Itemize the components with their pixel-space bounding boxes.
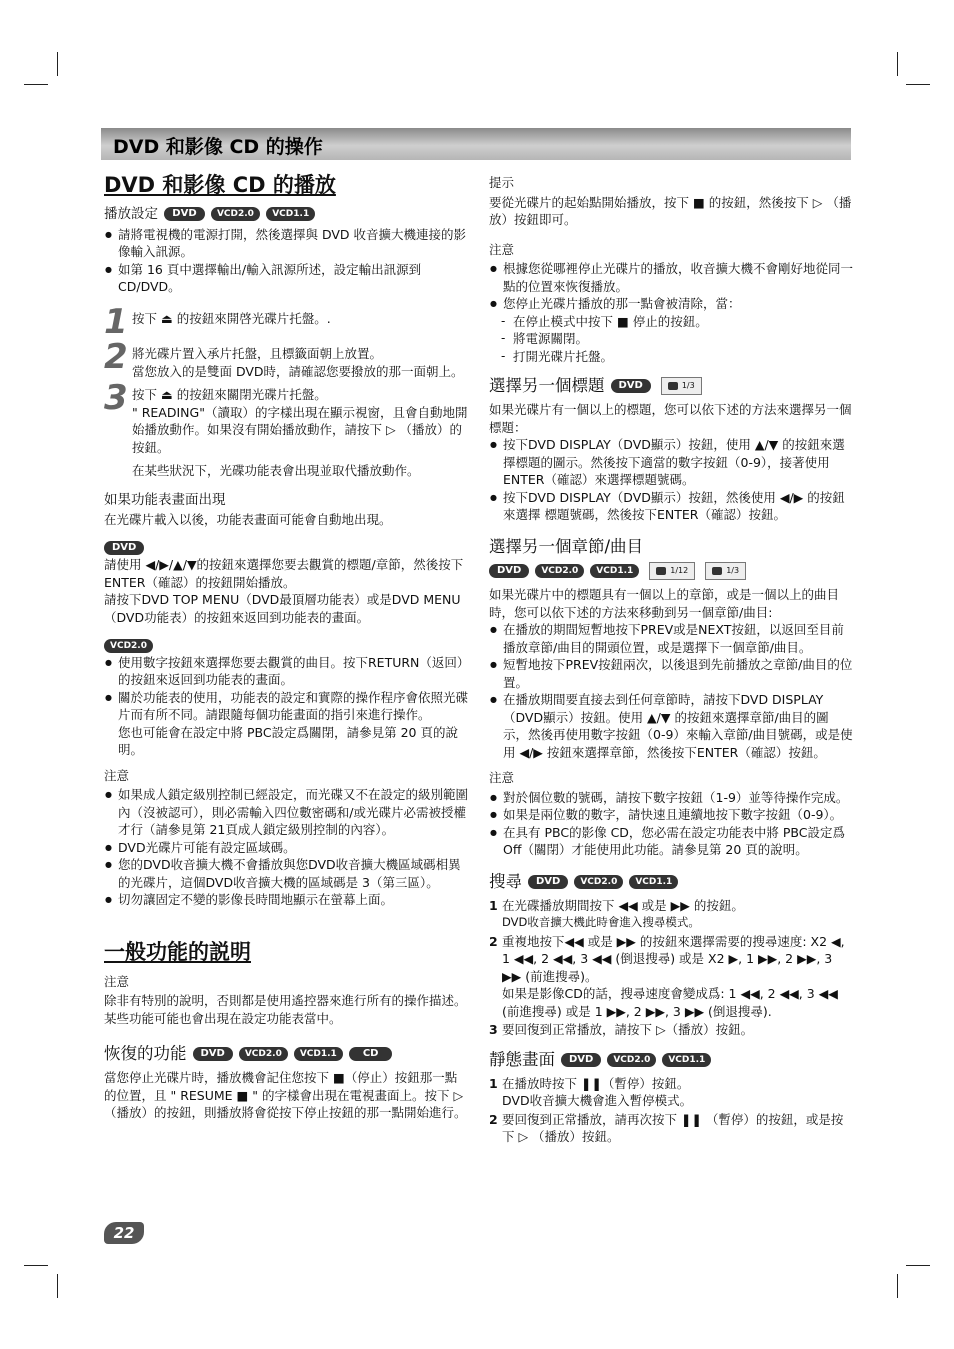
dvd-badge: DVD: [104, 541, 144, 555]
step-number: 3: [489, 1022, 498, 1037]
vcd20-badge: VCD2.0: [607, 1053, 656, 1067]
disc-icon: [668, 382, 678, 390]
step-number: 3: [104, 378, 128, 418]
hint-text: 要從光碟片的起始點開始播放，按下 ■ 的按鈕，然後按下 ▷ （播放）按鈕即可。: [489, 194, 852, 227]
vcd11-badge: VCD1.1: [590, 564, 639, 578]
list-item: ● 您的DVD收音擴大機不會播放與您DVD收音擴大機區域碼相異的光碟片，這個DVD收音擴大機的區域碼是 3（第三區）。: [118, 856, 468, 891]
crop-mark: [24, 1265, 48, 1266]
list-item: ● 切勿讓固定不變的影像長時間地顯示在螢幕上面。: [118, 891, 468, 909]
step-subtext: " READING"（讀取）的字樣出現在顯示視窗，且會自動地開始播放動作。如果沒有開始播放動作，請按下 ▷ （播放）的按鈕。: [132, 404, 468, 455]
step-text: 在播放時按下 ❚❚（暫停）按鈕。: [502, 1075, 690, 1091]
note-label: 注意: [104, 767, 130, 783]
general-note-label: 注意: [104, 973, 130, 989]
step-subtext: DVD收音擴大機此時會進入搜尋模式。: [502, 915, 700, 929]
menu-text: 在光碟片載入以後，功能表畫面可能會自動地出現。: [104, 512, 392, 527]
chapter-note-label: 注意: [489, 770, 515, 785]
cd-badge: CD: [349, 1047, 393, 1061]
page-number: 22: [104, 1222, 144, 1244]
chapter-display: [649, 562, 695, 580]
step-text: 將光碟片置入承片托盤，且標籤面朝上放置。: [132, 346, 383, 361]
title-select-title: 選擇另一個標題: [489, 376, 605, 395]
step-subtext: 如果是影像CD的話，搜尋速度會變成爲: 1 ◀◀, 2 ◀◀, 3 ◀◀ (前進搜尋) 或是 1 ▶▶, 2 ▶▶, 3 ▶▶ (倒退搜尋).: [502, 986, 838, 1019]
search-title: 搜尋: [489, 871, 522, 891]
list-item: ● 在播放的期間短暫地按下PREV或是NEXT按鈕，以返回至目前播放章節/曲目的開頭位置，或是選擇下一個章節/曲目。: [503, 621, 853, 656]
general-title: 一般功能的説明: [104, 939, 251, 964]
vcd11-badge: VCD1.1: [266, 207, 315, 221]
dvd-badge: DVD: [528, 875, 568, 889]
setup-list: [104, 226, 468, 296]
vcd20-badge: VCD2.0: [104, 639, 153, 653]
still-heading: [489, 1049, 853, 1071]
step-note: 在某些狀況下，光碟功能表會出現並取代播放動作。: [132, 463, 420, 478]
step: [104, 301, 468, 342]
left-column: [104, 172, 468, 1122]
list-item: - 在停止模式中按下 ■ 停止的按鈕。: [513, 313, 853, 331]
search-step: [489, 897, 853, 932]
step-number: 1: [489, 1075, 498, 1091]
step-text: 要回復到正常播放，請再次按下 ❚❚ （暫停）的按鈕，或是按下 ▷ （播放）按鈕。: [502, 1111, 844, 1144]
list-item: ● 如果成人鎖定級別控制已經設定，而光碟又不在設定的級別範圍內（沒被認可），則必需輸入四位數密碼和/或光碟片必需被授權才行（請參見第 21頁成人鎖定級別控制的內容）。: [118, 786, 468, 839]
step: [104, 337, 468, 380]
step-text: 重複地按下◀◀ 或是 ▶▶ 的按鈕來選擇需要的搜尋速度: X2 ◀, 1 ◀◀, 2 ◀◀, 3 ◀◀ (倒退搜尋) 或是 X2 ▶, 1 ▶▶, 2 ▶▶, 3 ▶▶ (前進搜尋)。: [502, 933, 845, 984]
step-text: 按下 ⏏ 的按鈕來關閉光碟片托盤。: [132, 387, 327, 402]
chapter-list: [489, 621, 853, 761]
display-value: 1/12: [670, 566, 689, 575]
note-list: [489, 260, 853, 313]
step-text: 要回復到正常播放，請按下 ▷（播放）按鈕。: [502, 1022, 754, 1037]
still-title: 靜態畫面: [489, 1049, 555, 1069]
chapter-heading: 選擇另一個章節/曲目: [489, 536, 644, 556]
dvd-badge: DVD: [561, 1053, 601, 1067]
vcd20-badge: VCD2.0: [211, 207, 260, 221]
crop-mark: [906, 1265, 930, 1266]
title-display: [705, 562, 746, 580]
chapter-text: 如果光碟片中的標題具有一個以上的章節，或是一個以上的曲目時，您可以依下述的方法來移動到另一個章節/曲目:: [489, 587, 840, 620]
crop-mark: [57, 52, 58, 76]
list-item: ● DVD光碟片可能有設定區域碼。: [118, 839, 468, 857]
title-select-list: [489, 436, 853, 524]
dvd-label-row: [104, 539, 468, 557]
dvd-menu-text: 請按下DVD TOP MENU（DVD最頂層功能表）或是DVD MENU（DVD功能表）的按鈕來返回到功能表的畫面。: [104, 592, 461, 625]
vcd11-badge: VCD1.1: [629, 875, 678, 889]
chapter-icon: [656, 567, 666, 575]
note-list: [104, 786, 468, 909]
list-item: ● 請將電視機的電源打開，然後選擇與 DVD 收音擴大機連接的影像輸入訊源。: [118, 226, 468, 261]
header-bar: [101, 128, 851, 160]
list-item: ● 根據您從哪裡停止光碟片的播放，收音擴大機不會剛好地從同一點的位置來恢復播放。: [503, 260, 853, 295]
list-item: ● 您停止光碟片播放的那一點會被清除，當：: [503, 295, 853, 313]
step-number: 2: [104, 337, 128, 377]
step-number: 2: [489, 1111, 498, 1127]
list-item: ● 在具有 PBC的影像 CD，您必需在設定功能表中將 PBC設定爲 Off（關閉）才能使用此功能。請參見第 20 頁的說明。: [503, 824, 853, 859]
crop-mark: [897, 52, 898, 76]
disc-icon: [712, 567, 722, 575]
search-heading: [489, 871, 853, 893]
step-number: 2: [489, 933, 498, 949]
step-text: 在光碟播放期間按下 ◀◀ 或是 ▶▶ 的按鈕。: [502, 897, 744, 913]
search-step: [489, 933, 853, 1021]
note-dash-list: [489, 313, 853, 366]
list-item: ● 按下DVD DISPLAY（DVD顯示）按鈕，然後使用 ◀/▶ 的按鈕來選擇 標題號碼，然後按下ENTER（確認）按鈕。: [503, 489, 853, 524]
crop-mark: [24, 84, 48, 85]
chapter-note-list: [489, 789, 853, 859]
playback-setup-label: 播放設定: [104, 206, 158, 222]
list-item: ● 如果是兩位數的數字，請快速且連續地按下數字按鈕（0-9）。: [503, 806, 853, 824]
resume-title: 恢復的功能: [104, 1044, 187, 1063]
crop-mark: [897, 1274, 898, 1298]
step-number: 1: [104, 301, 128, 342]
title-select-heading: [489, 375, 853, 397]
dvd-menu-text: 請使用 ◀/▶/▲/▼的按鈕來選擇您要去觀賞的標題/章節，然後按下ENTER（確認）的按鈕開始播放。: [104, 557, 464, 590]
vcd-extra: 您也可能會在設定中將 PBC設定爲關閉，請參見第 20 頁的說明。: [118, 724, 458, 757]
display-value: 1/3: [726, 566, 740, 575]
list-item: ● 關於功能表的使用，功能表的設定和實際的操作程序會依照光碟片而有所不同。請跟隨每個功能畫面的指引來進行操作。: [118, 689, 468, 724]
title-display: [661, 377, 702, 395]
hint-label: 提示: [489, 175, 515, 190]
crop-mark: [57, 1274, 58, 1298]
dvd-badge: DVD: [193, 1047, 233, 1061]
step-text: 按下 ⏏ 的按鈕來開啓光碟片托盤。.: [132, 310, 331, 326]
still-step: [489, 1111, 853, 1146]
vcd11-badge: VCD1.1: [294, 1047, 343, 1061]
resume-text: 當您停止光碟片時，播放機會記住您按下 ■（停止）按鈕那一點的位置，且 " RESUME ■ " 的字樣會出現在電視畫面上。按下 ▷（播放）的按鈕，則播放將會從按下停止按鈕的那一點開始進行。: [104, 1070, 467, 1120]
dvd-badge: DVD: [611, 379, 651, 393]
vcd20-badge: VCD2.0: [574, 875, 623, 889]
step-number: 1: [489, 897, 498, 913]
list-item: ● 對於個位數的號碼，請按下數字按鈕（1-9）並等待操作完成。: [503, 789, 853, 807]
right-column: [489, 174, 853, 1147]
still-step: [489, 1075, 853, 1110]
list-item: - 打開光碟片托盤。: [513, 348, 853, 366]
step-subtext: DVD收音擴大機會進入暫停模式。: [502, 1093, 693, 1108]
section-title: DVD 和影像 CD 的播放: [104, 173, 336, 197]
page-title: DVD 和影像 CD 的操作: [113, 136, 323, 158]
menu-heading: 如果功能表畫面出現: [104, 491, 226, 508]
step-subtext: 當您放入的是雙面 DVD時，請確認您要撥放的那一面朝上。: [132, 363, 464, 379]
dvd-badge: DVD: [489, 564, 529, 578]
list-item: ● 短暫地按下PREV按鈕兩次，以後退到先前播放之章節/曲目的位置。: [503, 656, 853, 691]
vcd20-badge: VCD2.0: [239, 1047, 288, 1061]
search-step: [489, 1021, 853, 1039]
general-note: 除非有特別的說明，否則都是使用遙控器來進行所有的操作描述。某些功能可能也會出現在設定功能表當中。: [104, 993, 467, 1026]
list-item: ● 按下DVD DISPLAY（DVD顯示）按鈕，使用 ▲/▼ 的按鈕來選擇標題的圖示。然後按下適當的數字按鈕（0-9），接著使用ENTER（確認）來選擇標題號碼。: [503, 436, 853, 489]
vcd-label-row: [104, 636, 468, 654]
dvd-badge: DVD: [164, 207, 204, 221]
display-value: 1/3: [681, 381, 695, 390]
resume-heading: [104, 1043, 468, 1065]
title-select-text: 如果光碟片有一個以上的標題，您可以依下述的方法來選擇另一個標題：: [489, 402, 852, 435]
chapter-badges: [489, 562, 853, 581]
vcd-list: [104, 654, 468, 724]
note-label: 注意: [489, 241, 515, 257]
step: [104, 378, 468, 480]
list-item: ● 在播放期間要直接去到任何章節時，請按下DVD DISPLAY（DVD顯示）按鈕。使用 ▲/▼ 的按鈕來選擇章節/曲目的圖示，然後再使用數字按鈕（0-9）來輸入章節/曲目號碼，或是使用 ◀/▶ 按鈕來選擇章節，然後按下ENTER（確認）按鈕。: [503, 691, 853, 761]
vcd20-badge: VCD2.0: [535, 564, 584, 578]
crop-mark: [906, 84, 930, 85]
vcd11-badge: VCD1.1: [662, 1053, 711, 1067]
list-item: ● 如第 16 頁中選擇輸出/輸入訊源所述，設定輸出訊源到CD/DVD。: [118, 261, 468, 296]
list-item: ● 使用數字按鈕來選擇您要去觀賞的曲目。按下RETURN（返回）的按鈕來返回到功能表的畫面。: [118, 654, 468, 689]
playback-setup-heading: [104, 206, 468, 224]
list-item: - 將電源關閉。: [513, 330, 853, 348]
